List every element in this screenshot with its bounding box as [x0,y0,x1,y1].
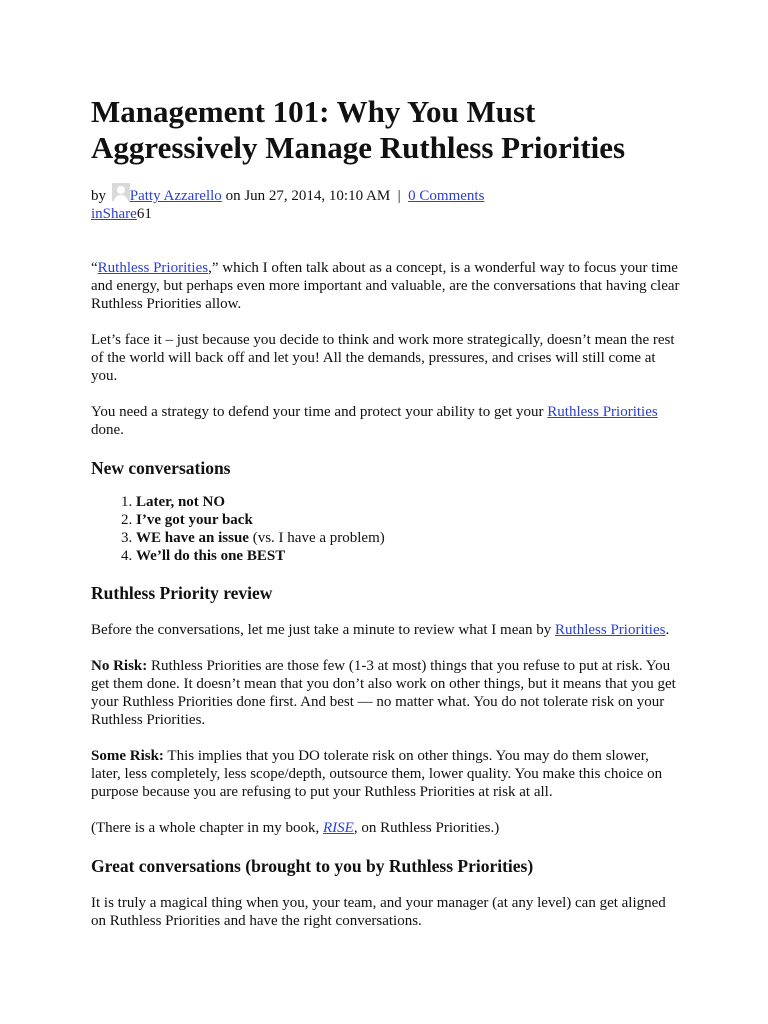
no-risk-text: Ruthless Priorities are those few (1-3 at most) things that you refuse to put at risk. You get them done. It doesn’t mean that you don’t also work on other things, but it means that you get your Ruthless Priorities done first. And best — no matter what. You do not tolerate risk on your Ruthless Priorities. [91,658,676,728]
ruthless-priorities-link-3[interactable]: Ruthless Priorities [555,622,666,638]
list-item [136,529,681,547]
paragraph-3-end: done. [91,422,124,438]
no-risk-label: No Risk: [91,658,148,674]
some-risk-paragraph [91,747,681,801]
byline-date: on Jun 27, 2014, 10:10 AM | [221,188,409,204]
paragraph-3-text: You need a strategy to defend your time and protect your ability to get your [91,404,548,420]
paragraph-2: Let’s face it – just because you decide to think and work more strategically, doesn’t mean the rest of the world will back off and let you! All the demands, pressures, and crises will still come at you. [91,332,675,384]
review-intro-paragraph [91,621,681,639]
list-item-bold: Later, not NO [136,494,226,510]
list-item-bold: We’ll do this one BEST [136,548,286,564]
byline [91,187,681,205]
list-item [136,493,681,511]
book-note-text: (There is a whole chapter in my book, [91,820,324,836]
share-widget [91,205,681,223]
heading-great-conversations: Great conversations (brought to you by Ruthless Priorities) [91,856,534,876]
ruthless-priorities-link[interactable]: Ruthless Priorities [97,260,209,276]
comments-link[interactable]: 0 Comments [408,188,485,204]
title-line-2: Aggressively Manage Ruthless Priorities [91,130,626,165]
article [91,94,681,930]
some-risk-text: This implies that you DO tolerate risk on other things. You may do them slower, later, less completely, less scope/depth, outsource them, lower quality. You make this choice on purpose because you are refusing to put your Ruthless Priorities at risk at all. [91,748,663,800]
open-quote: “ [91,260,98,276]
ruthless-priorities-link-2[interactable]: Ruthless Priorities [547,404,658,420]
article-title [91,94,681,166]
list-item [136,511,681,529]
review-intro-end: . [665,622,670,638]
no-risk-paragraph [91,657,681,729]
book-note-end: , on Ruthless Priorities.) [353,820,500,836]
heading-new-conversations: New conversations [91,458,231,478]
some-risk-label: Some Risk: [91,748,164,764]
byline-by: by [91,188,110,204]
conversations-list [91,493,681,565]
intro-paragraph [91,259,681,313]
share-count: 61 [136,206,152,222]
title-line-1: Management 101: Why You Must [91,94,536,129]
closing-paragraph: It is truly a magical thing when you, your team, and your manager (at any level) can get aligned on Ruthless Priorities and have the right conversations. [91,895,666,929]
intro-text: ,” which I often talk about as a concept, is a wonderful way to focus your time and energy, but perhaps even more important and valuable, are the conversations that having clear Ruthless Priorities allow. [91,260,680,312]
heading-priority-review: Ruthless Priority review [91,583,273,603]
book-note-paragraph [91,819,681,837]
rise-book-link[interactable]: RISE [323,820,354,836]
list-item-bold: WE have an issue [136,530,249,546]
list-item-text: (vs. I have a problem) [248,530,385,546]
avatar-icon [112,183,130,201]
paragraph-3 [91,403,681,439]
list-item-bold: I’ve got your back [136,512,253,528]
author-link[interactable]: Patty Azzarello [129,188,222,204]
review-intro-text: Before the conversations, let me just take a minute to review what I mean by [91,622,556,638]
linkedin-share-button[interactable]: inShare [91,206,137,222]
list-item [136,547,681,565]
